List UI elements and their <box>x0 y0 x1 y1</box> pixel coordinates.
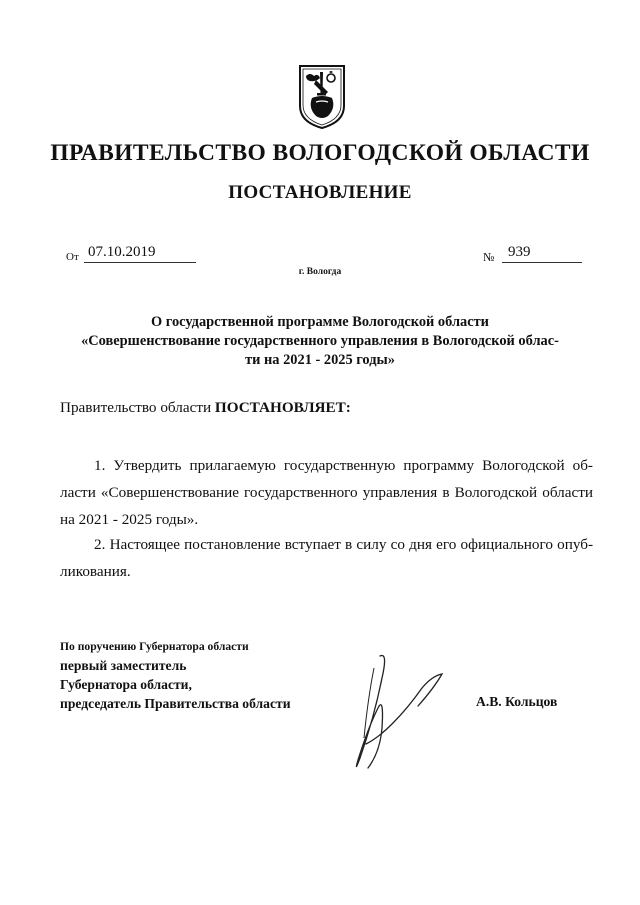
number-prefix: № <box>483 250 495 264</box>
paragraph-line: 2. Настоящее постановление вступает в силу со дня его официального опуб- <box>94 536 593 553</box>
organization-title: ПРАВИТЕЛЬСТВО ВОЛОГОДСКОЙ ОБЛАСТИ <box>50 140 590 166</box>
date-prefix: От <box>66 251 79 263</box>
document-date: 07.10.2019 <box>84 244 196 263</box>
heading-line: ти на 2021 - 2025 годы» <box>245 352 395 368</box>
signatory-line: Губернатора области, <box>60 677 192 692</box>
decree-statement <box>60 399 351 417</box>
paragraph-line: ласти «Совершенствование государственного управления в Вологодской области <box>60 484 593 501</box>
signatory-line: По поручению Губернатора области <box>60 640 249 653</box>
heading-line: «Совершенствование государственного управления в Вологодской облас- <box>81 333 559 349</box>
document-heading <box>60 313 580 370</box>
document-type: ПОСТАНОВЛЕНИЕ <box>228 182 412 203</box>
signatory-line: председатель Правительства области <box>60 696 291 711</box>
heading-line: О государственной программе Вологодской области <box>151 314 489 330</box>
signatory-line: первый заместитель <box>60 658 187 673</box>
decree-item-2 <box>60 531 593 585</box>
decree-item-1 <box>60 452 593 533</box>
signer-name: А.В. Кольцов <box>476 694 558 709</box>
signatory-block <box>60 637 291 713</box>
handwritten-signature-icon <box>338 648 450 778</box>
paragraph-line: 1. Утвердить прилагаемую государственную программу Вологодской об- <box>94 457 593 474</box>
coat-of-arms-icon <box>298 64 346 130</box>
paragraph-line: ликования. <box>60 563 131 580</box>
decree-intro: Правительство области <box>60 399 212 416</box>
city-label: г. Вологда <box>298 267 342 277</box>
decree-verb: ПОСТАНОВЛЯЕТ: <box>214 399 351 416</box>
document-number: 939 <box>502 244 582 263</box>
paragraph-line: на 2021 - 2025 годы». <box>60 511 199 528</box>
